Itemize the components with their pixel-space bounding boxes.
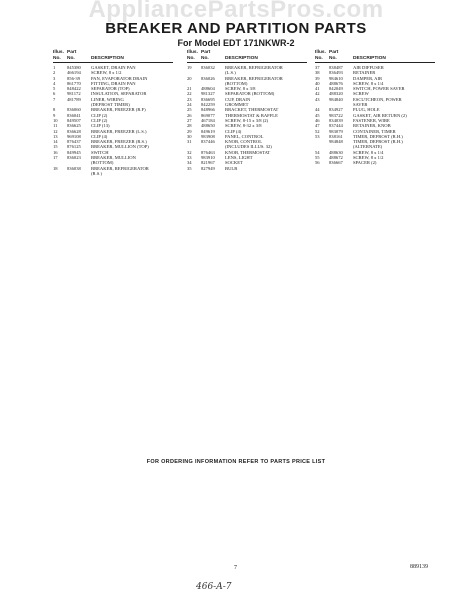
part-no-header	[201, 50, 225, 62]
part-number: 836695	[201, 96, 215, 102]
part-description: BREAKER, REFRIGERATOR	[91, 165, 149, 171]
part-description: SCREW, 8 x 3/8	[225, 86, 256, 92]
part-number: 836667	[329, 160, 343, 166]
part-number: 488320	[329, 91, 343, 97]
part-number: 983079	[329, 128, 343, 134]
illus-number: 56	[315, 160, 320, 166]
part-description: BREAKER, MULLION (TOP)	[91, 144, 149, 150]
illus-number: 21	[187, 86, 192, 92]
illus-number: 15	[53, 144, 58, 150]
part-number: 466194	[67, 70, 81, 76]
part-description: BREAKER, REFRIGERATOR	[225, 65, 283, 70]
part-description: BREAKER, MULLION	[91, 155, 136, 161]
part-number: 984848	[329, 139, 343, 145]
part-number: 836041	[67, 112, 81, 118]
part-number: 869077	[201, 112, 215, 118]
illus-number: 11	[53, 123, 58, 129]
part-description: (INCLUDES ILLUS. 32)	[225, 144, 272, 150]
illus-number: 3	[53, 75, 56, 81]
part-label: Part	[201, 50, 211, 55]
part-number: 845380	[67, 65, 81, 70]
part-number: 836493	[329, 70, 343, 76]
part-description: GASKET, DRAIN PAN	[91, 65, 136, 70]
illus-number: 46	[315, 117, 320, 123]
illus-number: 8	[53, 107, 56, 113]
part-number: 488676	[329, 80, 343, 86]
illus-number: 35	[187, 165, 192, 171]
handwritten-note: 466-A-7	[196, 582, 232, 592]
part-number: 836038	[67, 165, 81, 171]
part-description: CONTAINER, TIMER	[353, 128, 396, 134]
illus-label: Illus.	[315, 50, 326, 55]
part-description: PAN, EVAPORATOR DRAIN	[91, 75, 148, 81]
part-no-header	[67, 50, 91, 62]
part-no-label: No.	[67, 56, 75, 61]
part-description: BREAKER, FREEZER (L.S.)	[91, 128, 147, 134]
part-description: DAMPER, AIR	[353, 75, 383, 81]
part-description: FASTENER, WIRE	[353, 117, 390, 123]
part-number: 848422	[67, 86, 81, 92]
part-number: 983908	[201, 133, 215, 139]
part-description: PLUG, HOLE	[353, 107, 380, 113]
part-description: SCREW	[353, 91, 369, 97]
illus-number: 33	[187, 155, 192, 161]
watermark: AppliancePartsPros.com	[88, 0, 384, 23]
page-number: 7	[234, 565, 237, 571]
part-number: 876437	[67, 139, 81, 145]
illus-number: 9	[53, 112, 56, 118]
part-number: 838487	[329, 65, 343, 70]
part-description: (BOTTOM)	[91, 160, 114, 166]
part-number: 836023	[67, 155, 81, 161]
illus-number: 44	[315, 107, 320, 113]
description-label: DESCRIPTION	[225, 56, 258, 61]
part-number: 969108	[67, 133, 81, 139]
part-description: CLIP (4)	[225, 128, 242, 134]
part-description: BREAKER, FREEZER (R.S.)	[91, 139, 147, 145]
illus-number: 14	[53, 139, 58, 145]
illus-number: 29	[187, 128, 192, 134]
part-number: 861770	[67, 80, 81, 86]
part-number: 836032	[201, 65, 215, 70]
part-description: FITTING, DRAIN PAN	[91, 80, 136, 86]
illus-number: 38	[315, 70, 320, 76]
part-description: RETAINER	[353, 70, 376, 76]
model-subtitle: For Model EDT 171NKWR-2	[177, 38, 295, 48]
parts-row	[187, 166, 307, 171]
part-number: 984840	[329, 96, 343, 102]
column-header	[53, 50, 173, 63]
illus-number: 52	[315, 128, 320, 134]
part-number: 488650	[201, 123, 215, 129]
part-number: 842259	[201, 102, 215, 108]
illus-number: 37	[315, 65, 320, 70]
part-description: CLIP (2)	[91, 117, 108, 123]
part-description: ESCUTCHEON, POWER	[353, 96, 402, 102]
part-number: 481789	[67, 96, 81, 102]
part-number: 876125	[67, 144, 81, 150]
illus-number: 47	[315, 123, 320, 129]
part-description: SCREW, 8 x 1/2	[91, 70, 122, 76]
illus-no-header	[53, 50, 67, 62]
part-no-label: No.	[329, 56, 337, 61]
part-description: PANEL, CONTROL	[225, 133, 264, 139]
illus-number: 41	[315, 86, 320, 92]
part-no-header	[329, 50, 353, 62]
illus-number: 27	[187, 117, 192, 123]
part-description: CLIP (13)	[91, 123, 110, 129]
part-description: CLIP (4)	[91, 133, 108, 139]
part-number: 876463	[201, 149, 215, 155]
illus-number: 43	[315, 96, 320, 102]
illus-number: 12	[53, 128, 58, 134]
description-header	[353, 50, 435, 62]
part-number: 827949	[201, 165, 215, 171]
illus-no-label: No.	[53, 56, 61, 61]
part-description: (BOTTOM)	[225, 80, 248, 86]
illus-number: 2	[53, 70, 56, 76]
part-description: SCREW, 8 x 1/2	[353, 155, 384, 161]
part-description: CUP, DRAIN	[225, 96, 251, 102]
illus-number: 16	[53, 149, 58, 155]
illus-number: 54	[315, 149, 320, 155]
part-description: SAVER	[353, 102, 368, 108]
part-number: 856-39	[67, 75, 81, 81]
part-description: SPACER (2)	[353, 160, 377, 166]
illus-number: 24	[187, 102, 192, 108]
part-description: CLIP (2)	[91, 112, 108, 118]
ordering-footer: FOR ORDERING INFORMATION REFER TO PARTS PRICE LIST	[146, 459, 326, 465]
part-description: GROMMET	[225, 102, 249, 108]
part-description: BRACKET, THERMOSTAT	[225, 107, 279, 113]
part-description: BREAKER, REFRIGERATOR	[225, 75, 283, 81]
part-number	[67, 171, 91, 176]
illus-number: 25	[187, 107, 192, 113]
part-description: GASKET, AIR RETURN (2)	[353, 112, 407, 118]
part-no-label: No.	[201, 56, 209, 61]
illus-number: 6	[53, 91, 56, 97]
part-number: 842049	[329, 86, 343, 92]
column-header	[187, 50, 307, 63]
illus-label: Illus.	[187, 50, 198, 55]
part-number: 981327	[201, 91, 215, 97]
illus-number: 31	[187, 139, 192, 145]
part-description: (R.S.)	[91, 170, 102, 176]
part-description: BULB	[225, 165, 238, 171]
illus-no-label: No.	[187, 56, 195, 61]
part-number: 849619	[201, 128, 215, 134]
part-number: 849945	[67, 149, 81, 155]
part-description: LINER, WIRING	[91, 96, 124, 102]
part-description: SOCKET	[225, 160, 243, 166]
illus-number: 26	[187, 112, 192, 118]
part-description: KNOB, CONTROL	[225, 139, 263, 145]
document-code: 889139	[410, 564, 428, 570]
illus-number: 1	[53, 65, 56, 70]
illus-number: 13	[53, 133, 58, 139]
part-number: 981172	[67, 91, 81, 97]
illus-number: 20	[187, 75, 192, 81]
part-number: 488672	[329, 155, 343, 161]
part-number: 848966	[201, 107, 215, 113]
part-number: 467184	[201, 117, 215, 123]
part-description: LENS, LIGHT	[225, 155, 253, 161]
description-label: DESCRIPTION	[353, 56, 386, 61]
part-number: 984610	[329, 75, 343, 81]
part-number: 836628	[67, 128, 81, 134]
parts-row	[53, 171, 173, 176]
part-description: TIMER, DEFROST (R.H.)	[353, 133, 403, 139]
illus-number: 22	[187, 91, 192, 97]
part-description: INSULATION, SEPARATOR	[91, 91, 147, 97]
illus-label: Illus.	[53, 50, 64, 55]
illus-number: 40	[315, 80, 320, 86]
part-description: SCREW, 8 x 1/4	[353, 80, 384, 86]
part-label: Part	[329, 50, 339, 55]
part-description: BREAKER, FREEZER (R.F)	[91, 107, 146, 113]
part-number: 837446	[201, 139, 215, 145]
part-number: 849507	[67, 117, 81, 123]
part-description: SEPARATOR (BOTTOM)	[225, 91, 275, 97]
illus-number: 4	[53, 80, 56, 86]
part-label: Part	[67, 50, 77, 55]
illus-no-label: No.	[315, 56, 323, 61]
description-header	[225, 50, 307, 62]
part-description: KNOB, THERMOSTAT	[225, 149, 271, 155]
part-number: 838161	[329, 133, 343, 139]
illus-number: 10	[53, 117, 58, 123]
part-description: SCREW, 8-32 x 3/8	[225, 123, 262, 129]
illus-number: 19	[187, 65, 192, 70]
part-number: 821967	[201, 160, 215, 166]
illus-number: 55	[315, 155, 320, 161]
parts-column-1	[53, 50, 173, 176]
part-number: 983722	[329, 112, 343, 118]
part-description: SCREW, 8 x 1/4	[353, 149, 384, 155]
part-description: SWITCH, POWER SAVER	[353, 86, 405, 92]
part-description: THERMOSTAT & BAFFLE	[225, 112, 278, 118]
page-title: BREAKER AND PARTITION PARTS	[105, 20, 367, 37]
illus-number: 34	[187, 160, 192, 166]
part-description: RETAINER, KNOB	[353, 123, 391, 129]
illus-number: 17	[53, 155, 58, 161]
illus-number	[53, 171, 67, 176]
part-description: SWITCH	[91, 149, 109, 155]
part-description: SEPARATOR (TOP)	[91, 86, 130, 92]
parts-column-3	[315, 50, 435, 166]
part-description: (ALTERNATE)	[353, 144, 383, 150]
illus-number: 39	[315, 75, 320, 81]
part-description: (DEFROST TIMER)	[91, 102, 130, 108]
part-number: 836026	[201, 75, 215, 81]
part-number: 834039	[329, 117, 343, 123]
parts-column-2	[187, 50, 307, 171]
description-label: DESCRIPTION	[91, 56, 124, 61]
illus-number: 42	[315, 91, 320, 97]
description-header	[91, 50, 173, 62]
part-description: TIMER, DEFROST (R.H.)	[353, 139, 403, 145]
part-number: 837444	[329, 123, 343, 129]
illus-no-header	[187, 50, 201, 62]
column-header	[315, 50, 435, 63]
illus-no-header	[315, 50, 329, 62]
part-number: 983910	[201, 155, 215, 161]
illus-number: 45	[315, 112, 320, 118]
part-number: 488630	[329, 149, 343, 155]
illus-number: 30	[187, 133, 192, 139]
part-description: (L.S.)	[225, 70, 236, 76]
illus-number: 28	[187, 123, 192, 129]
part-number: 488604	[201, 86, 215, 92]
illus-number: 7	[53, 96, 56, 102]
parts-row	[315, 160, 435, 165]
illus-number: 5	[53, 86, 56, 92]
illus-number: 53	[315, 133, 320, 139]
part-number: 836625	[67, 123, 81, 129]
part-number: 834927	[329, 107, 343, 113]
illus-number: 32	[187, 149, 192, 155]
part-description: SCREW, 8-15 x 3/8 (2)	[225, 117, 269, 123]
illus-number: 23	[187, 96, 192, 102]
illus-number: 18	[53, 165, 58, 171]
part-description: AIR DIFFUSER	[353, 65, 384, 70]
part-number: 836060	[67, 107, 81, 113]
